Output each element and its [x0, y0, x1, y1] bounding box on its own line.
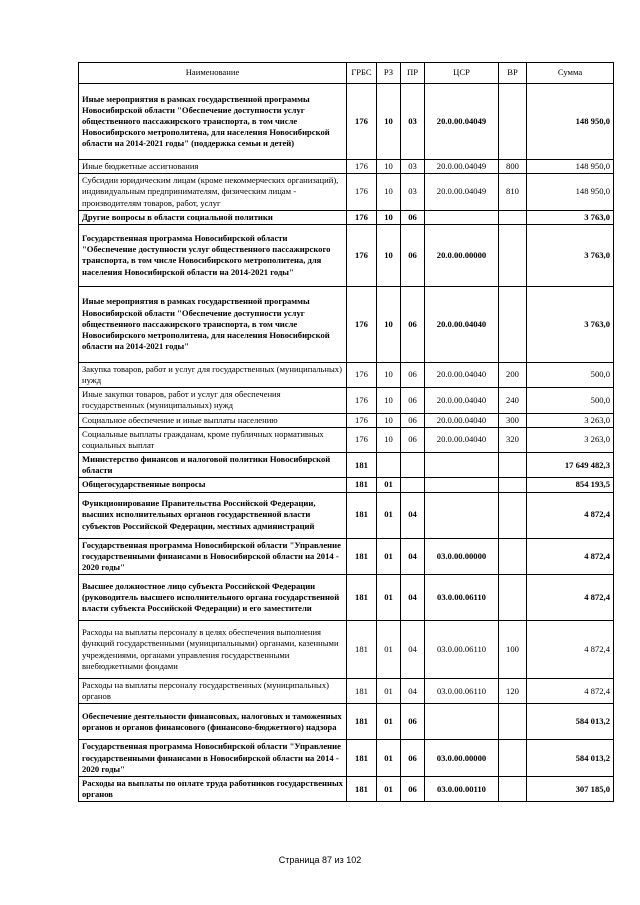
cell-name: Закупка товаров, работ и услуг для государственных (муниципальных) нужд	[79, 362, 347, 387]
cell-vr	[499, 538, 527, 575]
cell-grbs: 176	[347, 224, 377, 286]
cell-grbs: 181	[347, 776, 377, 801]
header-csr: ЦСР	[425, 63, 499, 84]
cell-pr: 06	[401, 704, 425, 740]
cell-sum: 584 013,2	[527, 704, 614, 740]
cell-csr	[425, 453, 499, 478]
cell-sum: 3 763,0	[527, 286, 614, 362]
cell-grbs: 176	[347, 174, 377, 211]
cell-pr	[401, 453, 425, 478]
cell-csr: 20.0.00.04040	[425, 413, 499, 427]
cell-sum: 4 872,4	[527, 538, 614, 575]
cell-rz: 10	[377, 174, 401, 211]
table-row	[79, 575, 614, 621]
cell-sum: 584 013,2	[527, 740, 614, 777]
header-vr: ВР	[499, 63, 527, 84]
table-row	[79, 704, 614, 740]
cell-grbs: 176	[347, 413, 377, 427]
cell-rz	[377, 453, 401, 478]
cell-name: Другие вопросы в области социальной политики	[79, 210, 347, 224]
cell-csr: 20.0.00.04049	[425, 84, 499, 160]
cell-sum: 4 872,4	[527, 575, 614, 621]
cell-grbs: 181	[347, 679, 377, 704]
cell-csr: 03.0.00.06110	[425, 621, 499, 679]
cell-sum: 4 872,4	[527, 621, 614, 679]
cell-pr: 06	[401, 388, 425, 413]
cell-pr: 03	[401, 174, 425, 211]
cell-rz: 10	[377, 286, 401, 362]
cell-name: Иные закупки товаров, работ и услуг для обеспечения государственных (муниципальных) нужд	[79, 388, 347, 413]
cell-csr: 03.0.00.00110	[425, 776, 499, 801]
cell-rz: 01	[377, 538, 401, 575]
cell-vr	[499, 286, 527, 362]
cell-vr: 810	[499, 174, 527, 211]
cell-vr	[499, 776, 527, 801]
cell-grbs: 176	[347, 362, 377, 387]
cell-csr: 03.0.00.00000	[425, 538, 499, 575]
cell-name: Иные бюджетные ассигнования	[79, 160, 347, 174]
table-header-row	[79, 63, 614, 84]
cell-csr	[425, 210, 499, 224]
cell-name: Обеспечение деятельности финансовых, налоговых и таможенных органов и органов финансового (финансово-бюджетного) надзора	[79, 704, 347, 740]
cell-grbs: 176	[347, 388, 377, 413]
cell-csr: 20.0.00.04040	[425, 427, 499, 452]
cell-vr: 320	[499, 427, 527, 452]
cell-pr: 06	[401, 413, 425, 427]
cell-csr: 03.0.00.06110	[425, 679, 499, 704]
table-row	[79, 478, 614, 492]
cell-vr	[499, 210, 527, 224]
cell-vr: 300	[499, 413, 527, 427]
cell-vr: 120	[499, 679, 527, 704]
cell-vr: 240	[499, 388, 527, 413]
cell-name: Общегосударственные вопросы	[79, 478, 347, 492]
cell-csr: 20.0.00.04049	[425, 174, 499, 211]
cell-rz: 01	[377, 621, 401, 679]
header-pr: ПР	[401, 63, 425, 84]
cell-sum: 148 950,0	[527, 160, 614, 174]
cell-grbs: 176	[347, 427, 377, 452]
table-row	[79, 538, 614, 575]
table-row	[79, 210, 614, 224]
table-row	[79, 160, 614, 174]
cell-sum: 3 763,0	[527, 224, 614, 286]
cell-rz: 10	[377, 362, 401, 387]
table-row	[79, 776, 614, 801]
cell-name: Расходы на выплаты персоналу в целях обеспечения выполнения функций государственными (муниципальными) органами, казенными учреждениями, органами управления государственными внебюджетными фондами	[79, 621, 347, 679]
cell-rz: 01	[377, 492, 401, 538]
cell-pr: 04	[401, 621, 425, 679]
cell-grbs: 181	[347, 704, 377, 740]
cell-rz: 10	[377, 84, 401, 160]
cell-csr: 20.0.00.04049	[425, 160, 499, 174]
table-row	[79, 453, 614, 478]
cell-pr: 06	[401, 740, 425, 777]
cell-pr: 04	[401, 538, 425, 575]
header-name: Наименование	[79, 63, 347, 84]
cell-grbs: 176	[347, 210, 377, 224]
cell-sum: 148 950,0	[527, 84, 614, 160]
cell-pr: 04	[401, 679, 425, 704]
cell-sum: 17 649 482,3	[527, 453, 614, 478]
cell-grbs: 181	[347, 492, 377, 538]
cell-csr: 20.0.00.04040	[425, 388, 499, 413]
cell-name: Функционирование Правительства Российской Федерации, высших исполнительных органов государственной власти субъектов Российской Федерации, местных администраций	[79, 492, 347, 538]
cell-csr: 03.0.00.06110	[425, 575, 499, 621]
cell-rz: 10	[377, 388, 401, 413]
cell-name: Государственная программа Новосибирской области "Обеспечение доступности услуг общественного пассажирского транспорта, в том числе Новосибирского метрополитена, для населения Новосибирской области на 2014-2021 годы"	[79, 224, 347, 286]
header-grbs: ГРБС	[347, 63, 377, 84]
cell-name: Государственная программа Новосибирской области "Управление государственными финансами в Новосибирской области на 2014 - 2020 годы"	[79, 538, 347, 575]
table-row	[79, 286, 614, 362]
cell-pr: 03	[401, 84, 425, 160]
cell-sum: 4 872,4	[527, 679, 614, 704]
cell-csr: 20.0.00.00000	[425, 224, 499, 286]
cell-pr: 04	[401, 492, 425, 538]
cell-name: Субсидии юридическим лицам (кроме некоммерческих организаций), индивидуальным предпринимателям, физическим лицам - производителям товаров, работ, услуг	[79, 174, 347, 211]
cell-pr: 06	[401, 286, 425, 362]
cell-rz: 10	[377, 224, 401, 286]
cell-name: Расходы на выплаты персоналу государственных (муниципальных) органов	[79, 679, 347, 704]
cell-name: Высшее должностное лицо субъекта Российской Федерации (руководитель высшего исполнительного органа государственной власти субъекта Российской Федерации) и его заместители	[79, 575, 347, 621]
cell-grbs: 181	[347, 538, 377, 575]
table-row	[79, 174, 614, 211]
cell-vr: 800	[499, 160, 527, 174]
cell-csr	[425, 704, 499, 740]
cell-vr	[499, 575, 527, 621]
cell-sum: 854 193,5	[527, 478, 614, 492]
cell-name: Социальное обеспечение и иные выплаты населению	[79, 413, 347, 427]
cell-pr	[401, 478, 425, 492]
cell-rz: 01	[377, 679, 401, 704]
cell-vr	[499, 224, 527, 286]
cell-sum: 148 950,0	[527, 174, 614, 211]
cell-grbs: 176	[347, 160, 377, 174]
cell-rz: 01	[377, 740, 401, 777]
cell-csr: 20.0.00.04040	[425, 362, 499, 387]
cell-sum: 3 763,0	[527, 210, 614, 224]
page-number: Страница 87 из 102	[278, 855, 362, 865]
table-row	[79, 492, 614, 538]
cell-sum: 3 263,0	[527, 413, 614, 427]
cell-sum: 307 185,0	[527, 776, 614, 801]
cell-vr	[499, 478, 527, 492]
cell-name: Министерство финансов и налоговой политики Новосибирской области	[79, 453, 347, 478]
table-row	[79, 413, 614, 427]
cell-pr: 06	[401, 776, 425, 801]
table-row	[79, 621, 614, 679]
cell-rz: 10	[377, 413, 401, 427]
cell-vr: 200	[499, 362, 527, 387]
cell-sum: 500,0	[527, 362, 614, 387]
cell-rz: 01	[377, 776, 401, 801]
cell-vr	[499, 84, 527, 160]
cell-sum: 500,0	[527, 388, 614, 413]
table-row	[79, 84, 614, 160]
cell-vr	[499, 704, 527, 740]
cell-rz: 01	[377, 575, 401, 621]
cell-grbs: 181	[347, 740, 377, 777]
cell-rz: 01	[377, 704, 401, 740]
cell-rz: 10	[377, 427, 401, 452]
cell-pr: 04	[401, 575, 425, 621]
table-row	[79, 427, 614, 452]
cell-pr: 06	[401, 210, 425, 224]
cell-grbs: 181	[347, 575, 377, 621]
cell-pr: 03	[401, 160, 425, 174]
cell-grbs: 181	[347, 478, 377, 492]
cell-name: Иные мероприятия в рамках государственной программы Новосибирской области "Обеспечение доступности услуг общественного пассажирского транспорта, в том числе Новосибирского метрополитена, для населения Новосибирской области на 2014-2021 годы"	[79, 286, 347, 362]
table-row	[79, 740, 614, 777]
cell-vr	[499, 492, 527, 538]
cell-grbs: 176	[347, 286, 377, 362]
table-row	[79, 388, 614, 413]
table-row	[79, 362, 614, 387]
cell-rz: 01	[377, 478, 401, 492]
cell-name: Государственная программа Новосибирской области "Управление государственными финансами в Новосибирской области на 2014 - 2020 годы"	[79, 740, 347, 777]
cell-rz: 10	[377, 210, 401, 224]
cell-csr	[425, 478, 499, 492]
cell-sum: 4 872,4	[527, 492, 614, 538]
cell-name: Расходы на выплаты по оплате труда работников государственных органов	[79, 776, 347, 801]
cell-pr: 06	[401, 362, 425, 387]
cell-pr: 06	[401, 427, 425, 452]
cell-grbs: 181	[347, 453, 377, 478]
cell-vr: 100	[499, 621, 527, 679]
cell-grbs: 176	[347, 84, 377, 160]
cell-csr: 20.0.00.04040	[425, 286, 499, 362]
cell-rz: 10	[377, 160, 401, 174]
cell-csr	[425, 492, 499, 538]
cell-vr	[499, 453, 527, 478]
cell-name: Иные мероприятия в рамках государственной программы Новосибирской области "Обеспечение доступности услуг общественного пассажирского транспорта, в том числе Новосибирского метрополитена, для населения Новосибирской области на 2014-2021 годы" (поддержка семьи и детей)	[79, 84, 347, 160]
table-row	[79, 224, 614, 286]
cell-name: Социальные выплаты гражданам, кроме публичных нормативных социальных выплат	[79, 427, 347, 452]
cell-grbs: 181	[347, 621, 377, 679]
header-rz: РЗ	[377, 63, 401, 84]
header-sum: Сумма	[527, 63, 614, 84]
cell-pr: 06	[401, 224, 425, 286]
cell-sum: 3 263,0	[527, 427, 614, 452]
cell-vr	[499, 740, 527, 777]
cell-csr: 03.0.00.00000	[425, 740, 499, 777]
table-row	[79, 679, 614, 704]
budget-table	[78, 62, 614, 802]
